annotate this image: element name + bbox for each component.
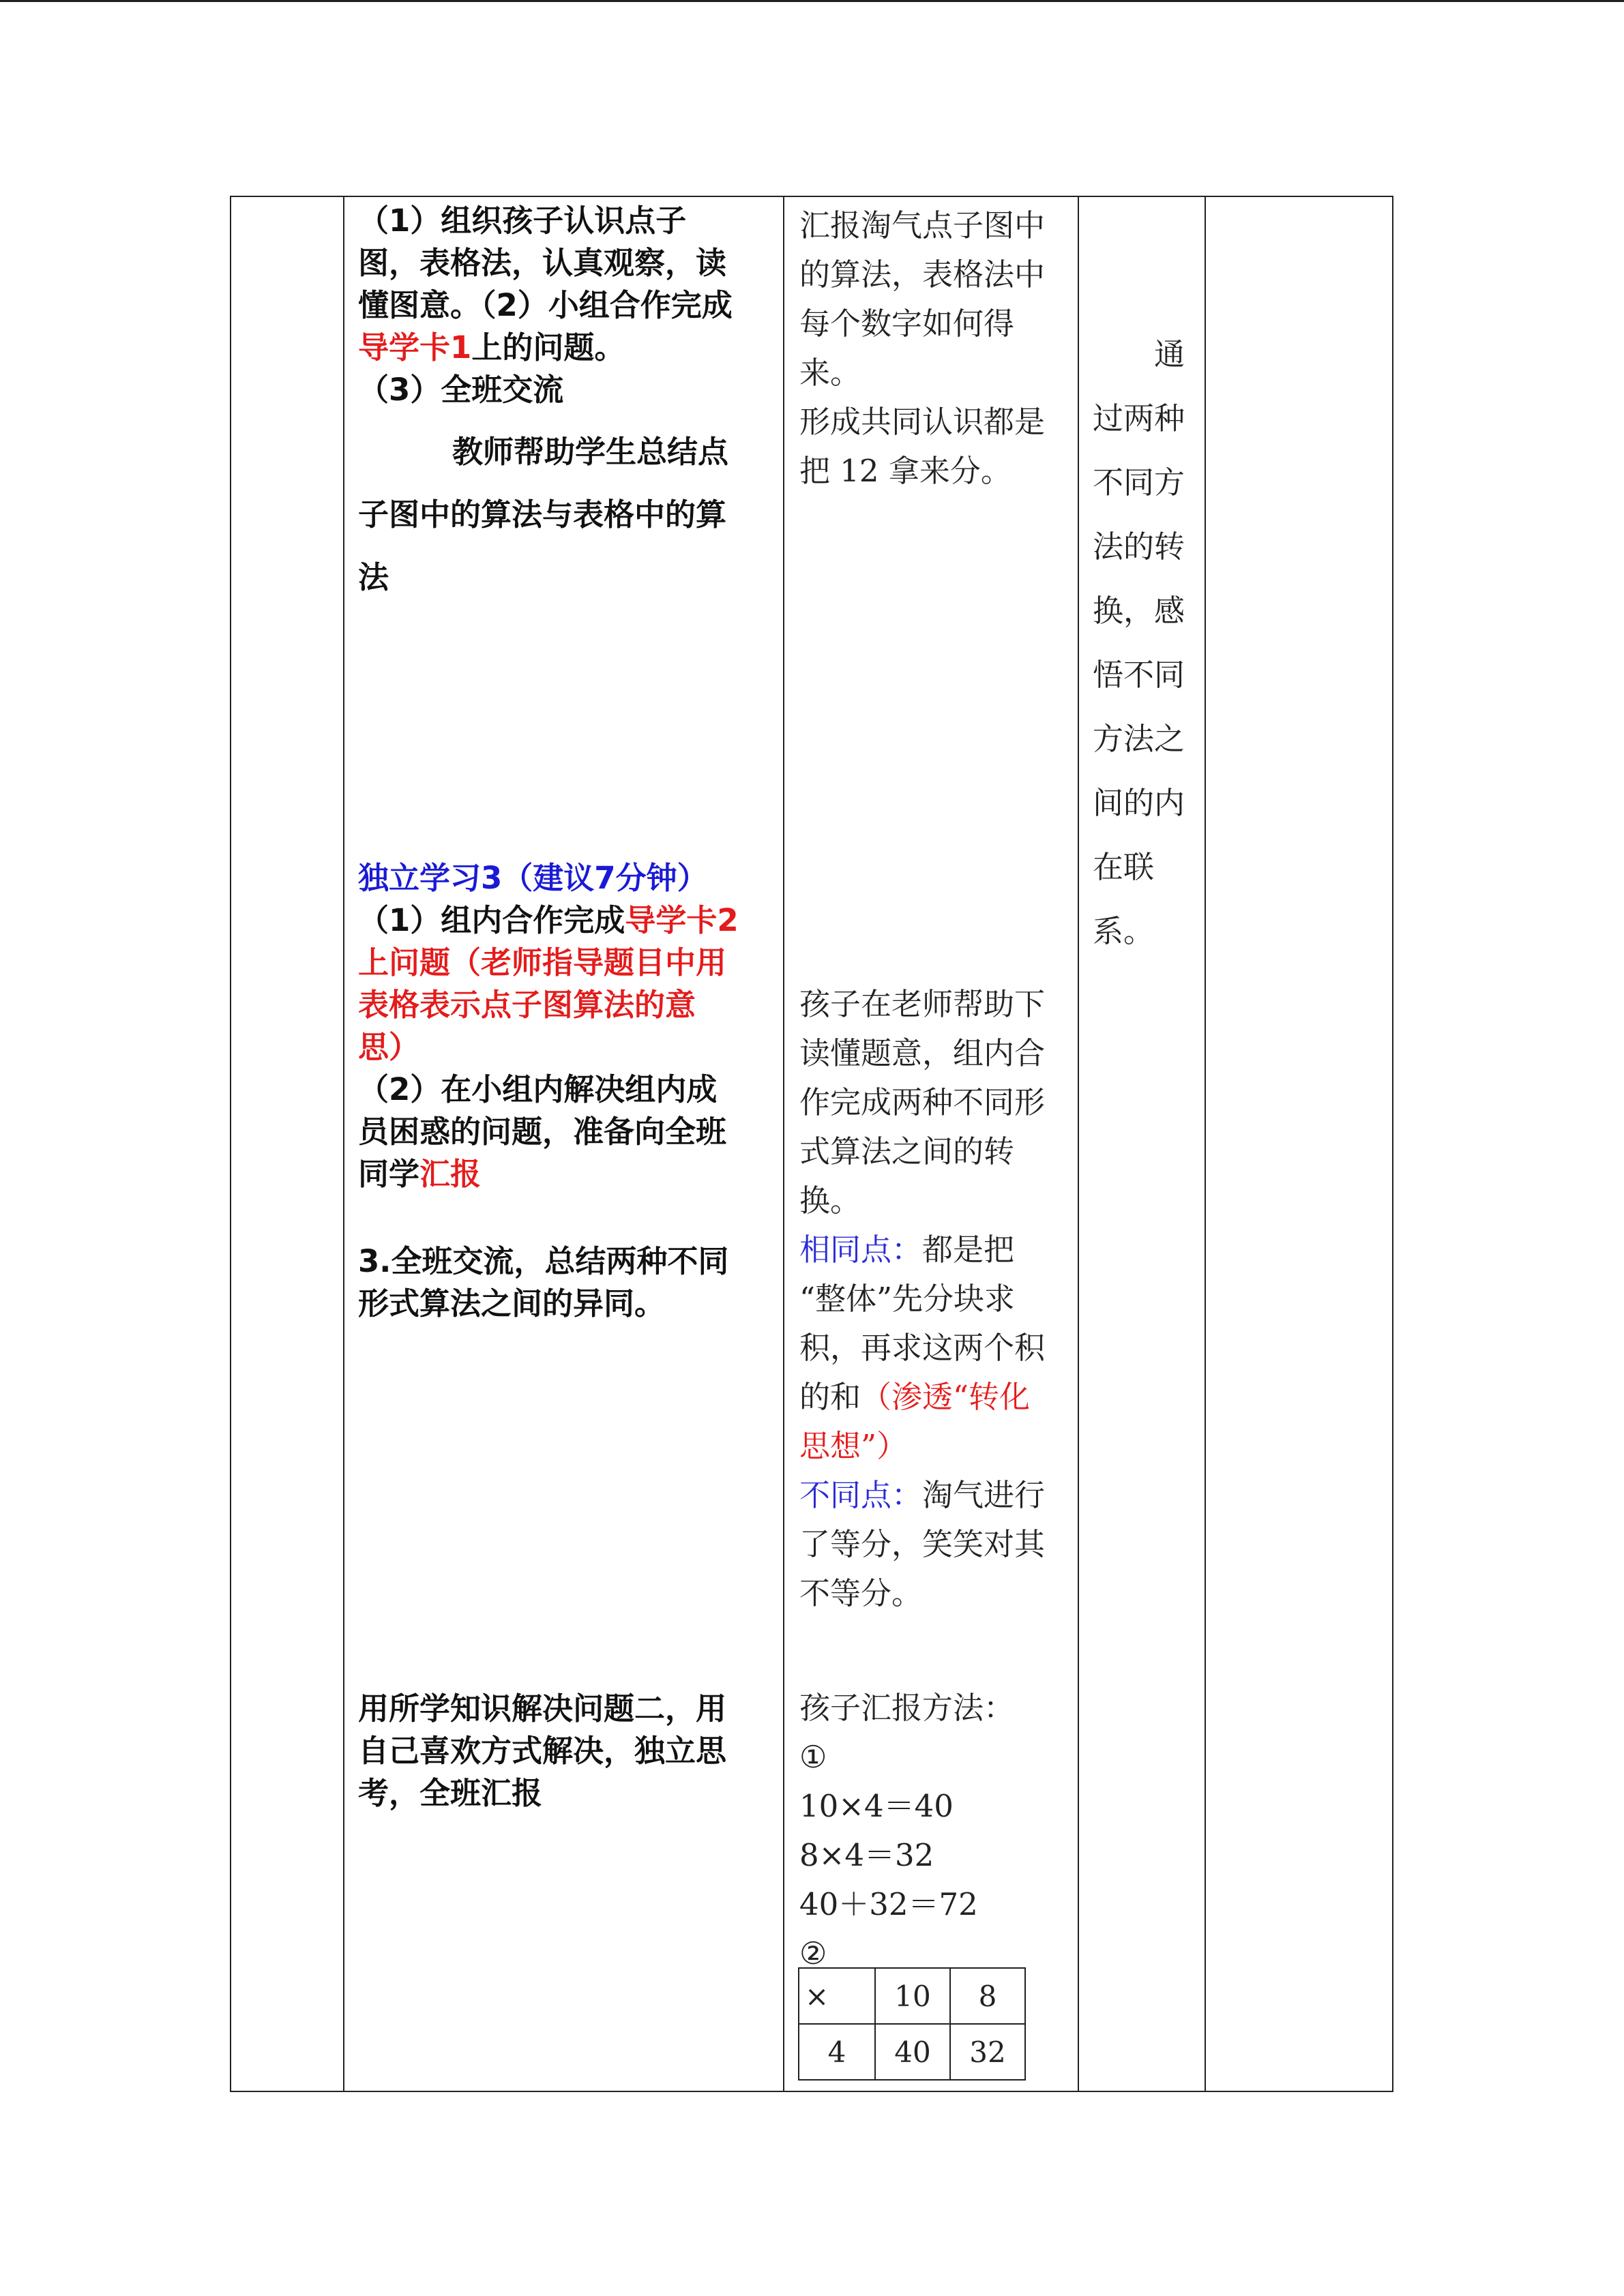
- text-line: 作完成两种不同形: [799, 1084, 1046, 1120]
- page-top-border: [0, 0, 1624, 2]
- text-line: 用所学知识解决问题二，用: [358, 1690, 727, 1727]
- text-line: 通: [1154, 336, 1185, 372]
- text-line: 不同方: [1093, 464, 1185, 501]
- text-line: 式算法之间的转: [799, 1133, 1015, 1169]
- highlight-text: 思想”）: [799, 1428, 908, 1464]
- text-line: 员困惑的问题，准备向全班: [358, 1114, 727, 1150]
- text-line: ①: [799, 1739, 827, 1775]
- paragraph-report: [799, 201, 1072, 496]
- text-line: 把 12 拿来分。: [799, 453, 1012, 489]
- paragraph-resolve: [358, 1069, 767, 1195]
- table-cell: 32: [950, 2024, 1025, 2080]
- text-line: 每个数字如何得: [799, 305, 1015, 342]
- text-line: 积，再求这两个积: [799, 1330, 1046, 1366]
- table-row: [799, 1968, 1025, 2024]
- paragraph-summary: [358, 421, 767, 609]
- text-line: 淘气进行: [922, 1477, 1046, 1513]
- text-line: 教师帮助学生总结点: [452, 434, 729, 470]
- paragraph-problem-two: [358, 1688, 767, 1815]
- multiplication-table: [798, 1967, 1026, 2081]
- text-line: 形成共同认识都是: [799, 404, 1046, 440]
- text-line: 方法之: [1093, 721, 1185, 757]
- paragraph-organize: [358, 200, 767, 411]
- column-5-cell: [1206, 197, 1392, 2091]
- text-line: 孩子汇报方法：: [799, 1690, 1015, 1726]
- text-line: 同学: [358, 1156, 420, 1192]
- table-cell: 4: [799, 2024, 875, 2080]
- text-line: 的算法，表格法中: [799, 256, 1046, 293]
- text-line: 都是把: [922, 1232, 1015, 1268]
- text-line: 形式算法之间的异同。: [358, 1285, 666, 1322]
- text-line: 读懂题意，组内合: [799, 1035, 1046, 1071]
- text-line: 间的内: [1093, 785, 1185, 821]
- table-cell: ×: [799, 1968, 875, 2024]
- label-text: 不同点：: [799, 1477, 923, 1513]
- paragraph-group-work: [358, 899, 767, 1069]
- paragraph-intent: [1093, 323, 1195, 964]
- paragraph-similarities: [799, 980, 1072, 1618]
- table-cell: 10: [875, 1968, 950, 2024]
- highlight-text: （渗透“转化: [861, 1379, 1031, 1415]
- text-line: 考，全班汇报: [358, 1775, 543, 1811]
- text-line: 子图中的算法与表格中的算: [358, 496, 727, 533]
- highlight-text: 导学卡1: [358, 329, 472, 366]
- text-line: 上的问题。: [471, 329, 625, 366]
- table-cell: 40: [875, 2024, 950, 2080]
- text-line: 法: [358, 559, 389, 595]
- text-line: 换，感: [1093, 593, 1185, 629]
- text-line: 在联: [1093, 849, 1155, 885]
- table-cell: 8: [950, 1968, 1025, 2024]
- text-line: 法的转: [1093, 528, 1185, 565]
- teacher-activity-cell: [344, 197, 783, 2091]
- equation-line: 10×4＝40: [799, 1788, 954, 1824]
- highlight-text: 表格表示点子图算法的意: [358, 987, 696, 1023]
- design-intent-cell: [1079, 197, 1205, 2091]
- text-line: ②: [799, 1935, 827, 1971]
- student-activity-cell: [784, 197, 1078, 2091]
- text-line: （1）组内合作完成: [358, 902, 625, 938]
- text-line: 换。: [799, 1182, 861, 1219]
- highlight-text: 导学卡2: [625, 902, 739, 938]
- text-line: 孩子在老师帮助下: [799, 986, 1046, 1022]
- paragraph-methods: [799, 1684, 1072, 1978]
- text-line: （3）全班交流: [358, 372, 564, 408]
- text-line: 图，表格法，认真观察，读: [358, 245, 727, 281]
- text-line: 懂图意。（2）小组合作完成: [358, 287, 733, 323]
- label-text: 相同点：: [799, 1232, 923, 1268]
- column-1-cell: [231, 197, 343, 2091]
- lesson-plan-table: [230, 196, 1393, 2092]
- text-line: 的和: [799, 1379, 861, 1415]
- text-line: 来。: [799, 355, 861, 391]
- equation-line: 40＋32＝72: [799, 1886, 978, 1922]
- text-line: 汇报淘气点子图中: [799, 207, 1046, 243]
- text-line: （2）在小组内解决组内成: [358, 1071, 718, 1107]
- highlight-text: 思）: [358, 1029, 420, 1065]
- paragraph-compare: [358, 1240, 767, 1325]
- text-line: （1）组织孩子认识点子: [358, 203, 687, 239]
- text-line: 3.全班交流，总结两种不同: [358, 1243, 729, 1279]
- text-line: 悟不同: [1093, 657, 1185, 693]
- section-heading: 独立学习3（建议7分钟）: [358, 860, 708, 896]
- equation-line: 8×4＝32: [799, 1837, 934, 1873]
- text-line: 系。: [1093, 913, 1155, 949]
- table-row: [799, 2024, 1025, 2080]
- highlight-text: 上问题（老师指导题目中用: [358, 944, 727, 981]
- text-line: 不等分。: [799, 1575, 923, 1611]
- text-line: 自己喜欢方式解决，独立思: [358, 1733, 727, 1769]
- text-line: 过两种: [1093, 400, 1185, 436]
- highlight-text: 汇报: [419, 1156, 482, 1192]
- text-line: 了等分，笑笑对其: [799, 1526, 1046, 1562]
- text-line: “整体”先分块求: [799, 1281, 1016, 1317]
